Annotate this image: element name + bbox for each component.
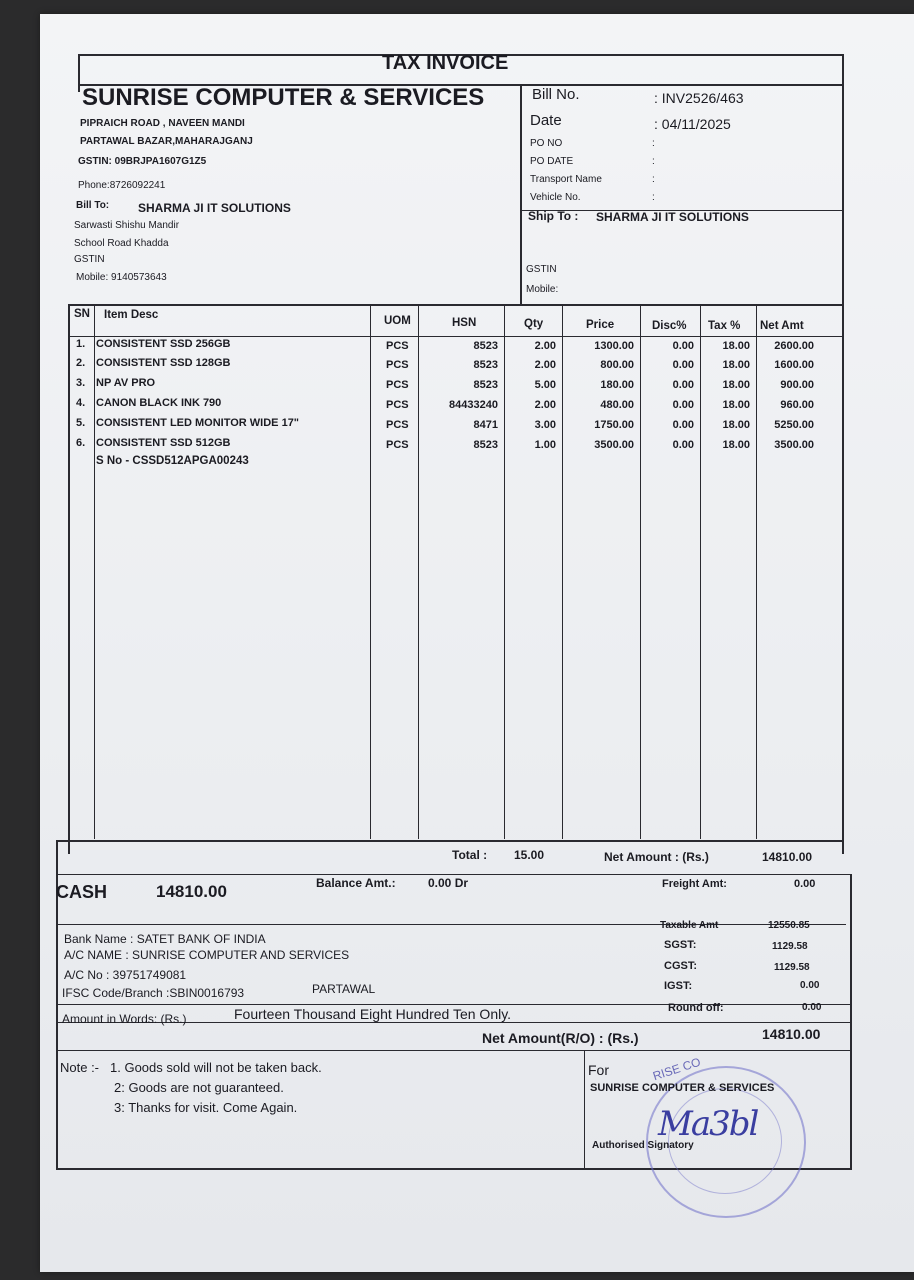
cell-disc: 0.00 (672, 340, 694, 352)
ifsc-code: IFSC Code/Branch :SBIN0016793 (62, 986, 245, 1000)
cell-price: 3500.00 (594, 439, 634, 451)
authorised-signatory: Authorised Signatory (592, 1140, 694, 1151)
cell-net: 900.00 (780, 379, 814, 391)
cell-price: 800.00 (600, 359, 634, 371)
col-sep-disc (700, 304, 701, 839)
col-header-price: Price (586, 319, 615, 331)
cell-disc: 0.00 (672, 419, 694, 431)
net-ro-value: 14810.00 (762, 1026, 821, 1042)
invoice-paper (40, 14, 914, 1272)
seller-gstin: GSTIN: 09BRJPA1607G1Z5 (78, 156, 207, 167)
signature-company: SUNRISE COMPUTER & SERVICES (590, 1082, 775, 1094)
sgst-value: 1129.58 (772, 941, 808, 952)
col-header-desc: Item Desc (104, 309, 159, 321)
col-header-uom: UOM (384, 315, 411, 327)
sgst-label: SGST: (664, 939, 697, 951)
po-no-colon: : (652, 138, 655, 149)
payment-mode: CASH (56, 882, 108, 902)
taxable-label: Taxable Amt (660, 920, 719, 931)
cell-net: 960.00 (780, 399, 814, 411)
serial-note: S No - CSSD512APGA00243 (96, 455, 249, 467)
header-vertical (520, 84, 522, 306)
cell-sn: 5. (76, 417, 86, 429)
frame-left (78, 54, 80, 92)
bank-branch: PARTAWAL (312, 982, 376, 996)
cell-hsn: 8471 (473, 419, 498, 431)
totals-right (850, 874, 852, 1170)
taxable-value: 12550.85 (768, 920, 810, 931)
cell-qty: 2.00 (534, 359, 556, 371)
cell-qty: 2.00 (534, 399, 556, 411)
freight-label: Freight Amt: (662, 878, 727, 890)
account-name: A/C NAME : SUNRISE COMPUTER AND SERVICES (64, 948, 350, 962)
totals-mid (56, 874, 850, 875)
cell-net: 3500.00 (774, 439, 814, 451)
table-top (68, 304, 842, 306)
vehicle-colon: : (652, 192, 655, 203)
date-label: Date (530, 112, 562, 129)
ship-to-name: SHARMA JI IT SOLUTIONS (596, 210, 749, 224)
cell-sn: 6. (76, 437, 86, 449)
cell-qty: 2.00 (534, 340, 556, 352)
cell-uom: PCS (386, 379, 409, 391)
bill-to-name: SHARMA JI IT SOLUTIONS (138, 201, 291, 215)
seller-address-1: PIPRAICH ROAD , NAVEEN MANDI (80, 118, 245, 129)
po-no-label: PO NO (530, 138, 563, 149)
cgst-label: CGST: (664, 960, 697, 972)
note-3: 3: Thanks for visit. Come Again. (114, 1100, 298, 1115)
cell-disc: 0.00 (672, 379, 694, 391)
bill-to-line2: School Road Khadda (74, 238, 169, 249)
cell-tax: 18.00 (722, 439, 750, 451)
stamp-text: RISE CO (651, 1054, 703, 1084)
cell-qty: 3.00 (534, 419, 556, 431)
igst-label: IGST: (664, 980, 693, 992)
cell-uom: PCS (386, 419, 409, 431)
ship-to-label: Ship To : (528, 209, 579, 223)
cash-divider (56, 924, 846, 925)
words-top (56, 1004, 850, 1005)
cell-qty: 5.00 (534, 379, 556, 391)
cell-tax: 18.00 (722, 379, 750, 391)
cell-hsn: 8523 (473, 379, 498, 391)
cell-disc: 0.00 (672, 399, 694, 411)
bill-to-mobile: Mobile: 9140573643 (76, 272, 167, 283)
invoice-title: TAX INVOICE (382, 52, 509, 74)
cell-desc: CONSISTENT SSD 512GB (96, 437, 231, 449)
col-sep-uom (418, 304, 419, 839)
netro-bottom (56, 1050, 850, 1051)
total-qty: 15.00 (514, 848, 545, 862)
seller-name: SUNRISE COMPUTER & SERVICES (82, 84, 485, 111)
balance-value: 0.00 Dr (428, 876, 469, 890)
cell-tax: 18.00 (722, 340, 750, 352)
transport-label: Transport Name (530, 174, 602, 185)
cell-sn: 1. (76, 338, 86, 350)
cell-hsn: 8523 (473, 340, 498, 352)
po-date-colon: : (652, 156, 655, 167)
note-1: 1. Goods sold will not be taken back. (110, 1060, 322, 1075)
transport-colon: : (652, 174, 655, 185)
cell-disc: 0.00 (672, 439, 694, 451)
cell-qty: 1.00 (534, 439, 556, 451)
col-header-qty: Qty (524, 318, 544, 330)
cell-tax: 18.00 (722, 399, 750, 411)
cell-sn: 3. (76, 377, 86, 389)
col-header-disc: Disc% (652, 320, 687, 332)
cell-desc: CANON BLACK INK 790 (96, 397, 222, 409)
bill-to-label: Bill To: (76, 200, 110, 211)
cell-sn: 2. (76, 357, 86, 369)
col-header-net: Net Amt (760, 320, 804, 332)
cell-price: 480.00 (600, 399, 634, 411)
cell-uom: PCS (386, 439, 409, 451)
cell-tax: 18.00 (722, 359, 750, 371)
cell-sn: 4. (76, 397, 86, 409)
table-header-bottom (68, 336, 842, 337)
col-sep-price (640, 304, 641, 839)
vehicle-label: Vehicle No. (530, 192, 581, 203)
cell-hsn: 8523 (473, 359, 498, 371)
cell-price: 1300.00 (594, 340, 634, 352)
col-sep-sn (94, 304, 95, 839)
net-amount-value: 14810.00 (762, 850, 813, 864)
cell-hsn: 84433240 (449, 399, 498, 411)
sign-divider (584, 1050, 585, 1168)
table-left (68, 304, 70, 854)
cell-uom: PCS (386, 399, 409, 411)
net-amount-label: Net Amount : (Rs.) (604, 850, 709, 864)
date-value: : 04/11/2025 (654, 116, 731, 132)
seller-phone: Phone:8726092241 (78, 180, 166, 191)
frame-right (842, 54, 844, 854)
cell-desc: CONSISTENT SSD 256GB (96, 338, 231, 350)
cell-uom: PCS (386, 340, 409, 352)
col-header-sn: SN (74, 308, 90, 320)
bank-name: Bank Name : SATET BANK OF INDIA (64, 932, 266, 946)
cell-net: 1600.00 (774, 359, 814, 371)
ship-to-mobile: Mobile: (526, 284, 559, 295)
totals-top (56, 840, 842, 842)
bill-no-label: Bill No. (532, 86, 580, 103)
col-sep-tax (756, 304, 757, 839)
note-2: 2: Goods are not guaranteed. (114, 1080, 284, 1095)
cell-uom: PCS (386, 359, 409, 371)
round-off-label: Round off: (668, 1002, 724, 1014)
cell-net: 5250.00 (774, 419, 814, 431)
bill-no-value: : INV2526/463 (654, 90, 744, 106)
note-label: Note :- (60, 1060, 100, 1075)
igst-value: 0.00 (800, 980, 820, 991)
cgst-value: 1129.58 (774, 962, 810, 973)
cell-net: 2600.00 (774, 340, 814, 352)
col-sep-hsn (504, 304, 505, 839)
cash-amount: 14810.00 (156, 882, 227, 901)
col-header-hsn: HSN (452, 317, 477, 329)
cell-price: 180.00 (600, 379, 634, 391)
col-sep-desc (370, 304, 371, 839)
ship-to-gstin: GSTIN (526, 264, 557, 275)
col-sep-qty (562, 304, 563, 839)
amount-words-value: Fourteen Thousand Eight Hundred Ten Only. (234, 1006, 512, 1022)
col-header-tax: Tax % (708, 320, 741, 332)
cell-tax: 18.00 (722, 419, 750, 431)
seller-address-2: PARTAWAL BAZAR,MAHARAJGANJ (80, 136, 253, 147)
cell-price: 1750.00 (594, 419, 634, 431)
cell-disc: 0.00 (672, 359, 694, 371)
total-label: Total : (452, 848, 488, 862)
handwritten-signature: Ma3bl (658, 1104, 758, 1144)
freight-value: 0.00 (794, 878, 816, 890)
account-number: A/C No : 39751749081 (64, 968, 187, 982)
cell-desc: CONSISTENT SSD 128GB (96, 357, 231, 369)
amount-words-label: Amount in Words: (Rs.) (62, 1012, 187, 1026)
bill-to-gstin: GSTIN (74, 254, 105, 265)
balance-label: Balance Amt.: (316, 876, 396, 890)
round-off-value: 0.00 (802, 1002, 822, 1013)
cell-desc: CONSISTENT LED MONITOR WIDE 17" (96, 417, 300, 429)
net-ro-label: Net Amount(R/O) : (Rs.) (482, 1030, 639, 1046)
cell-hsn: 8523 (473, 439, 498, 451)
bill-to-line1: Sarwasti Shishu Mandir (74, 220, 180, 231)
signature-for: For (588, 1062, 609, 1078)
cell-desc: NP AV PRO (96, 377, 156, 389)
po-date-label: PO DATE (530, 156, 574, 167)
